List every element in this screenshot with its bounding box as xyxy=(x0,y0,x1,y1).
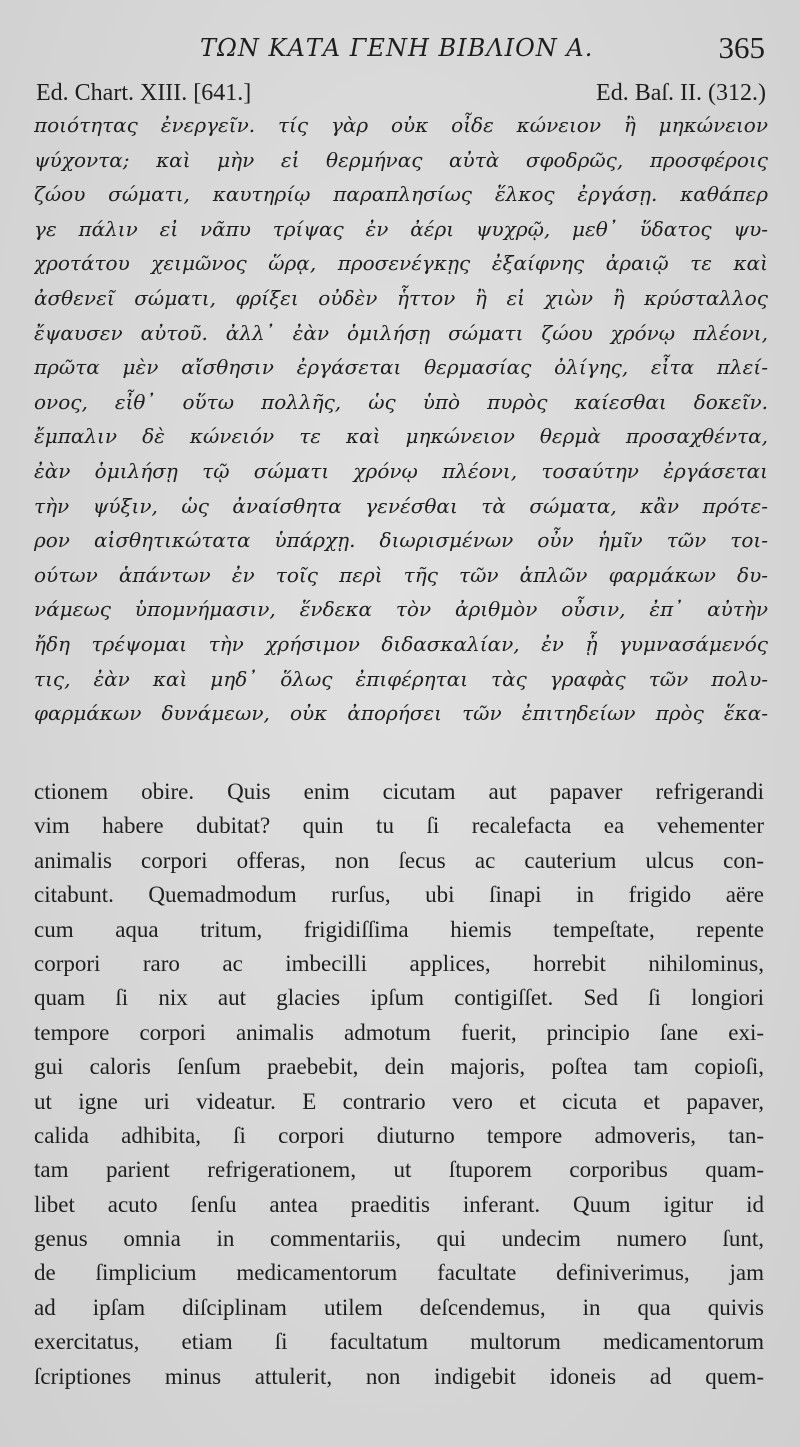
greek-line: ονος, εἶθ᾽ οὕτω πολλῆς, ὡς ὑπὸ πυρὸς καίεσθαι δοκεῖν. xyxy=(34,389,768,414)
latin-line: calida adhibita, ſi corpori diuturno tempore admoveris, tan- xyxy=(34,1122,764,1148)
latin-line: quam ſi nix aut glacies ipſum contigiſſet. Sed ſi longiori xyxy=(34,985,764,1011)
latin-line: cum aqua tritum, frigidiſſima hiemis tempeſtate, repente xyxy=(34,916,764,942)
latin-line: genus omnia in commentariis, qui undecim numero ſunt, xyxy=(34,1226,764,1252)
latin-line: ſcriptiones minus attulerit, non indigebit idoneis ad quem- xyxy=(34,1363,764,1389)
latin-line: ut igne uri videatur. E contrario vero et cicuta et papaver, xyxy=(34,1088,764,1114)
greek-line: ἐὰν ὁμιλήσῃ τῷ σώματι χρόνῳ πλέονι, τοσαύτην ἐργάσεται xyxy=(34,458,768,483)
greek-line: ἔψαυσεν αὐτοῦ. ἀλλ᾽ ἐὰν ὁμιλήσῃ σώματι ζώου χρόνῳ πλέονι, xyxy=(34,320,768,345)
greek-text-block xyxy=(34,108,768,731)
edition-reference-right: Ed. Baſ. II. (312.) xyxy=(596,80,766,106)
page-number: 365 xyxy=(718,30,765,65)
latin-line: gui caloris ſenſum praebebit, dein majoris, poſtea tam copioſi, xyxy=(34,1054,764,1080)
greek-line: τις, ἐὰν καὶ μηδ᾽ ὅλως ἐπιφέρηται τὰς γραφὰς τῶν πολυ- xyxy=(34,666,768,691)
latin-line: corpori raro ac imbecilli applices, horrebit nihilominus, xyxy=(34,950,764,976)
running-head xyxy=(0,30,800,66)
latin-line: libet acuto ſenſu antea praeditis inferant. Quum igitur id xyxy=(34,1191,764,1217)
latin-line: vim habere dubitat? quin tu ſi recalefacta ea vehementer xyxy=(34,813,764,839)
greek-line: τὴν ψύξιν, ὡς ἀναίσθητα γενέσθαι τὰ σώματα, κἂν πρότε- xyxy=(34,493,768,518)
greek-line: πρῶτα μὲν αἴσθησιν ἐργάσεται θερμασίας ὀλίγης, εἶτα πλεί- xyxy=(34,355,768,380)
latin-line: animalis corpori offeras, non ſecus ac cauterium ulcus con- xyxy=(34,847,764,873)
greek-line: ούτων ἁπάντων ἐν τοῖς περὶ τῆς τῶν ἁπλῶν φαρμάκων δυ- xyxy=(34,562,768,587)
running-title: ΤΩΝ ΚΑΤΑ ΓΕΝΗ ΒΙΒΛΙΟΝ Α. xyxy=(200,34,594,62)
latin-text-block xyxy=(34,775,764,1394)
greek-line: ρον αἰσθητικώτατα ὑπάρχῃ. διωρισμένων οὖν ἡμῖν τῶν τοι- xyxy=(34,528,768,553)
latin-line: ad ipſam diſciplinam utilem deſcendemus, in qua quivis xyxy=(34,1294,764,1320)
greek-line: ἔμπαλιν δὲ κώνειόν τε καὶ μηκώνειον θερμὰ προσαχθέντα, xyxy=(34,424,768,449)
greek-line: ποιότητας ἐνεργεῖν. τίς γὰρ οὐκ οἶδε κώνειον ἢ μηκώνειον xyxy=(34,113,768,137)
latin-line: exercitatus, etiam ſi facultatum multorum medicamentorum xyxy=(34,1329,764,1355)
greek-line: ζώου σώματι, καυτηρίῳ παραπλησίως ἕλκος ἐργάσῃ. καθάπερ xyxy=(34,182,768,207)
latin-line: de ſimplicium medicamentorum facultate definiverimus, jam xyxy=(34,1260,764,1286)
greek-line: χροτάτου χειμῶνος ὥρᾳ, προσενέγκῃς ἐξαίφνης ἀραιῷ τε καὶ xyxy=(34,251,768,276)
edition-reference-left: Ed. Chart. XIII. [641.] xyxy=(36,80,252,106)
greek-line: φαρμάκων δυνάμεων, οὐκ ἀπορήσει τῶν ἐπιτηδείων πρὸς ἕκα- xyxy=(34,701,768,726)
greek-line: ἀσθενεῖ σώματι, φρίξει οὐδὲν ἧττον ἢ εἰ χιὼν ἢ κρύσταλλος xyxy=(34,285,768,310)
latin-line: ctionem obire. Quis enim cicutam aut papaver refrigerandi xyxy=(34,779,764,804)
greek-line: ἤδη τρέψομαι τὴν χρήσιμον διδασκαλίαν, ἐν ᾗ γυμνασάμενός xyxy=(34,631,768,656)
latin-line: tam parient refrigerationem, ut ſtuporem corporibus quam- xyxy=(34,1157,764,1183)
greek-line: νάμεως ὑπομνήμασιν, ἕνδεκα τὸν ἀριθμὸν οὖσιν, ἐπ᾽ αὐτὴν xyxy=(34,597,768,622)
latin-line: tempore corpori animalis admotum fuerit, principio ſane exi- xyxy=(34,1019,764,1045)
greek-line: ψύχοντα; καὶ μὴν εἰ θερμήνας αὐτὰ σφοδρῶς, προσφέροις xyxy=(34,147,768,172)
latin-line: citabunt. Quemadmodum rurſus, ubi ſinapi in frigido aëre xyxy=(34,882,764,908)
greek-line: γε πάλιν εἰ νᾶπυ τρίψας ἐν ἀέρι ψυχρῷ, μεθ᾽ ὕδατος ψυ- xyxy=(34,216,768,241)
edition-reference-line xyxy=(36,80,766,110)
